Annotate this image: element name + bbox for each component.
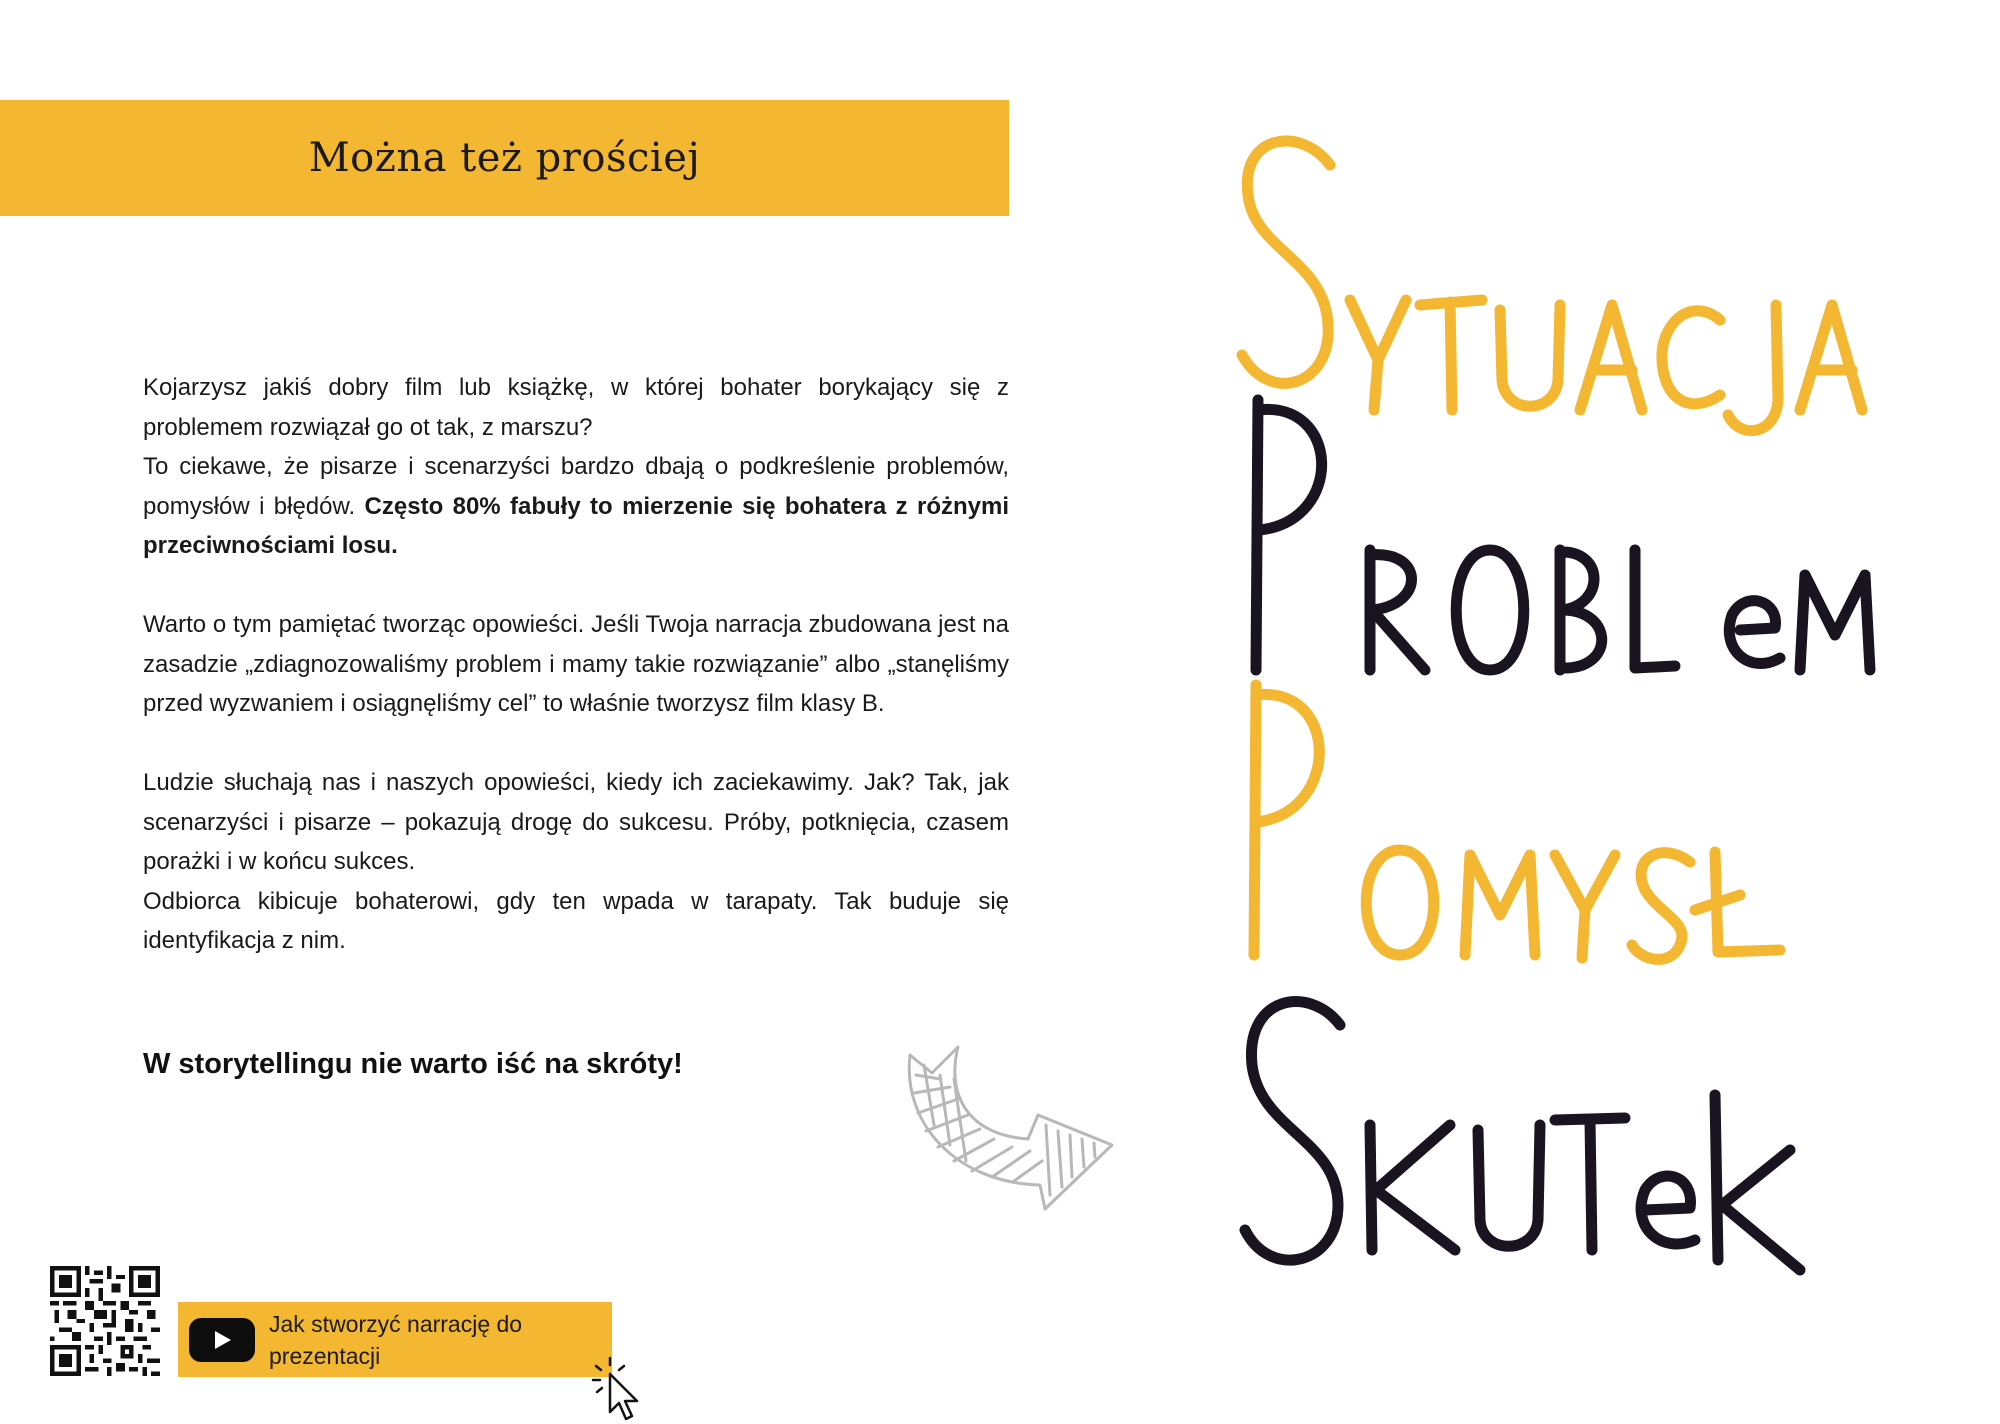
paragraph-intro: Kojarzysz jakiś dobry film lub książkę, w której bohater borykający się z problemem rozwiązał go ot tak, z marszu? bbox=[143, 374, 1009, 441]
header-bar bbox=[0, 100, 1009, 216]
paragraph-identification: Odbiorca kibicuje bohaterowi, gdy ten wpada w tarapaty. Tak buduje się identyfikacja z nim. bbox=[143, 887, 1009, 954]
page-title: Można też prościej bbox=[308, 135, 701, 181]
paragraph-remember: Warto o tym pamiętać tworząc opowieści. Jeśli Twoja narracja zbudowana jest na zasadzie „zdiagnozowaliśmy problem i mamy takie rozwiązanie” albo „stanęliśmy przed wyzwaniem i osiągnęliśmy cel” to właśnie tworzysz film klasy B. bbox=[143, 611, 1009, 717]
hand-lettering bbox=[1220, 110, 2000, 1310]
paragraph-writers bbox=[143, 447, 1009, 566]
word-skutek bbox=[1245, 1002, 1800, 1270]
paragraph-writers-bold: Często 80% fabuły to mierzenie się bohatera z różnymi przeciwnościami losu. bbox=[143, 492, 1010, 559]
curved-arrow-icon bbox=[880, 1035, 1120, 1220]
paragraph-writers-text: To ciekawe, że pisarze i scenarzyści bardzo dbają o podkreślenie problemów, pomysłów i błędów. bbox=[143, 453, 1009, 520]
closing-statement: W storytellingu nie warto iść na skróty! bbox=[143, 1048, 683, 1080]
word-problem bbox=[1256, 400, 1870, 670]
video-link-button[interactable] bbox=[178, 1302, 612, 1377]
qr-code[interactable] bbox=[50, 1266, 160, 1376]
youtube-play-icon bbox=[189, 1318, 255, 1362]
paragraph-audience: Ludzie słuchają nas i naszych opowieści, kiedy ich zaciekawimy. Jak? Tak, jak scenarzyści i pisarze – pokazują drogę do sukcesu. Próby, potknięcia, czasem porażki i w końcu sukces. bbox=[143, 769, 1009, 875]
word-sytuacja bbox=[1242, 141, 1862, 431]
word-pomysl bbox=[1254, 685, 1780, 959]
body-text bbox=[143, 368, 1009, 961]
video-link-label: Jak stworzyć narrację do prezentacji bbox=[269, 1310, 523, 1369]
